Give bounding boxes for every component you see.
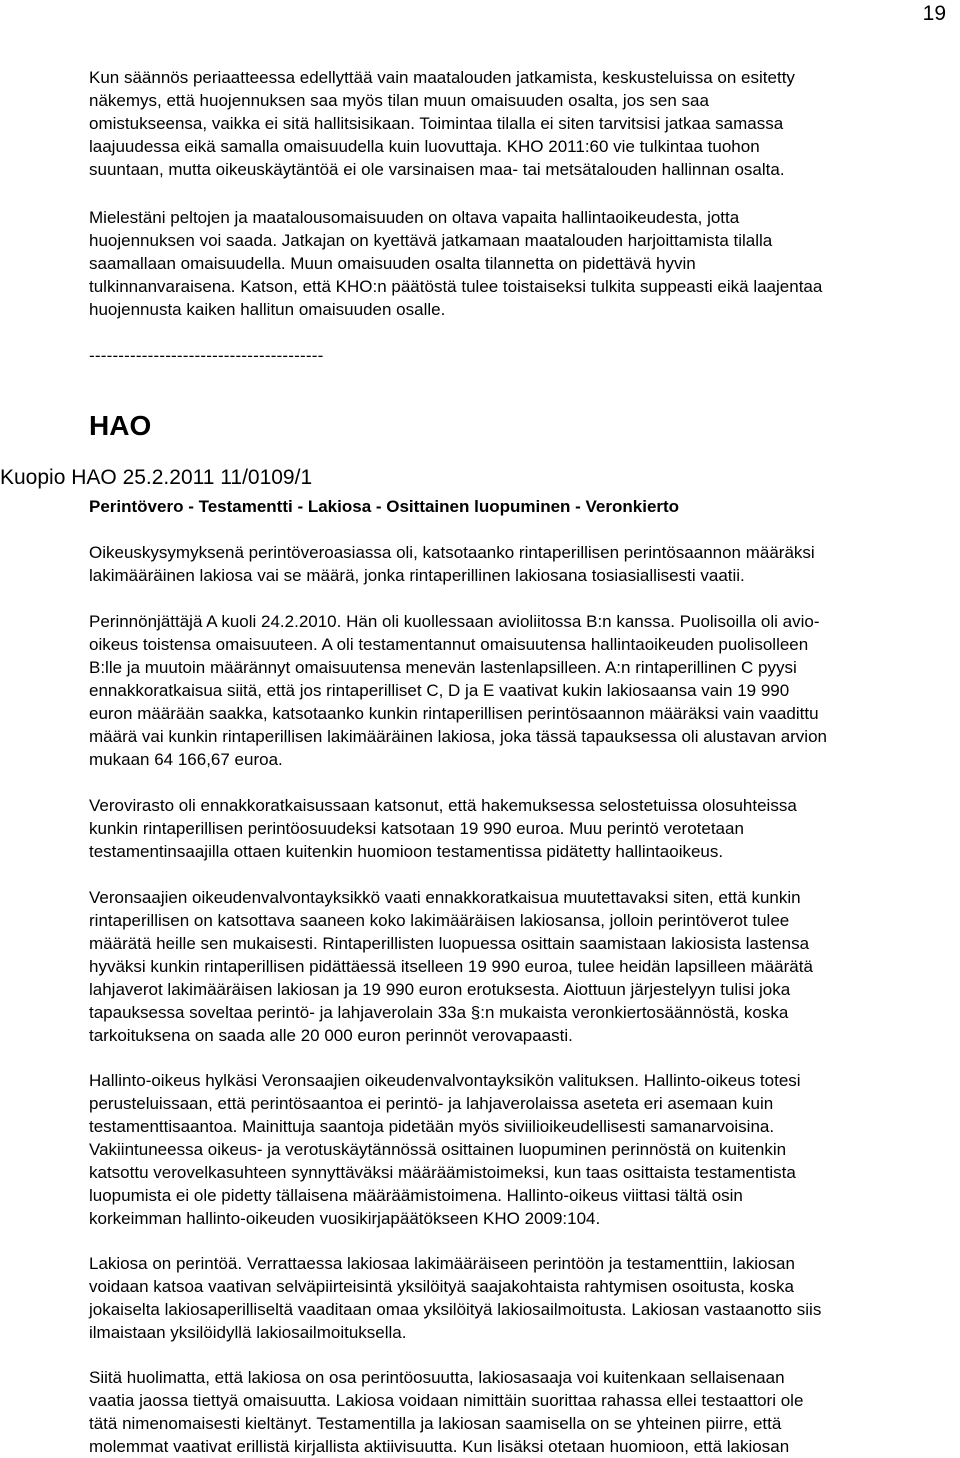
- text-line: Kun säännös periaatteessa edellyttää vain maatalouden jatkamista, keskusteluissa on esitetty: [89, 68, 795, 87]
- text-line: hyväksi kunkin rintaperillisen pidättäessä itselleen 19 990 euroa, tulee heidän lapsilleen määrätä: [89, 957, 813, 976]
- section-divider: ----------------------------------------: [89, 346, 324, 365]
- text-line: määrä vai kunkin rintaperillisen lakimääräinen lakiosa, joka tässä tapauksessa oli alustavan arvion: [89, 727, 827, 746]
- text-line: ennakkoratkaisua siitä, että jos rintaperilliset C, D ja E vaativat kukin lakiosaansa vain 19 990: [89, 681, 790, 700]
- text-line: tulkinnanvaraisena. Katson, että KHO:n päätöstä tulee toistaiseksi tulkita suppeasti eikä laajentaa: [89, 277, 823, 296]
- text-line: jokaiselta lakiosaperilliseltä vaaditaan omaa yksilöityä lakiosailmoitusta. Lakiosan vastaanotto siis: [89, 1300, 822, 1319]
- text-line: kunkin rintaperillisen perintöosuudeksi katsotaan 19 990 euroa. Muu perintö verotetaan: [89, 819, 744, 838]
- page-number: 19: [922, 2, 946, 25]
- text-line: suuntaan, mutta oikeuskäytäntöä ei ole varsinaisen maa- tai metsätalouden hallinnan osalta.: [89, 160, 785, 179]
- text-line: Oikeuskysymyksenä perintöveroasiassa oli, katsotaanko rintaperillisen perintösaannon määräksi: [89, 543, 815, 562]
- case-title: Perintövero - Testamentti - Lakiosa - Osittainen luopuminen - Veronkierto: [89, 497, 680, 516]
- intro-paragraph-2: [89, 206, 951, 321]
- case-paragraph-1: [89, 541, 951, 587]
- text-line: Veronsaajien oikeudenvalvontayksikkö vaati ennakkoratkaisua muutettavaksi siten, että kunkin: [89, 888, 801, 907]
- text-line: testamenttisaantoa. Mainittuja saantoja pidetään myös siviilioikeudellisesti samanarvoisina.: [89, 1117, 775, 1136]
- text-line: Mielestäni peltojen ja maatalousomaisuuden on oltava vapaita hallintaoikeudesta, jotta: [89, 208, 740, 227]
- text-line: oikeus toistensa omaisuuteen. A oli testamentannut omaisuutensa hallintaoikeuden puolisolleen: [89, 635, 809, 654]
- text-line: vaatia jaossa tiettyä omaisuutta. Lakiosa voidaan nimittäin suorittaa rahassa ellei testaattori ole: [89, 1391, 804, 1410]
- case-paragraph-6: [89, 1252, 951, 1344]
- text-line: katsottu verovelkasuhteen synnyttäväksi määräämistoimeksi, kun taas osittaista testamentista: [89, 1163, 796, 1182]
- text-line: B:lle ja muutoin määrännyt omaisuutensa menevän lastenlapsilleen. A:n rintaperillinen C pyysi: [89, 658, 797, 677]
- text-line: luopumista ei ole pidetty tällaisena määräämistoimena. Hallinto-oikeus viittasi tältä osin: [89, 1186, 743, 1205]
- case-paragraph-3: [89, 794, 951, 863]
- section-heading: HAO: [89, 410, 152, 441]
- case-paragraph-5: [89, 1069, 951, 1230]
- intro-paragraph-1: [89, 66, 951, 181]
- text-line: Lakiosa on perintöä. Verrattaessa lakiosaa lakimääräiseen perintöön ja testamenttiin, lakiosan: [89, 1254, 795, 1273]
- text-line: näkemys, että huojennuksen saa myös tilan muun omaisuuden osalta, jos sen saa: [89, 91, 709, 110]
- case-paragraph-7: [89, 1366, 951, 1458]
- text-line: molemmat vaativat erillistä kirjallista aktiivisuutta. Kun lisäksi otetaan huomioon, että lakiosan: [89, 1437, 790, 1456]
- text-line: omistukseensa, vaikka ei sitä hallitsisikaan. Toimintaa tilalla ei siten tarvitsisi jatkaa samassa: [89, 114, 784, 133]
- text-line: voidaan katsoa vaativan selväpiirteisintä yksilöityä saajakohtaista rahtymisen osoitusta, koska: [89, 1277, 794, 1296]
- text-line: euron määrään saakka, katsotaanko kunkin rintaperillisen perintösaannon määräksi vain vaadittu: [89, 704, 819, 723]
- case-reference: Kuopio HAO 25.2.2011 11/0109/1: [0, 466, 313, 489]
- text-line: Verovirasto oli ennakkoratkaisussaan katsonut, että hakemuksessa selostetuissa olosuhteissa: [89, 796, 797, 815]
- text-line: perusteluissaan, että perintösaantoa ei perintö- ja lahjaverolaissa aseteta eri asemaan kuin: [89, 1094, 774, 1113]
- text-line: tätä nimenomaisesti kieltänyt. Testamentilla ja lakiosan saamisella on se yhteinen piirre, että: [89, 1414, 782, 1433]
- text-line: huojennuksen voi saada. Jatkajan on kyettävä jatkamaan maatalouden harjoittamista tilalla: [89, 231, 773, 250]
- text-line: Vakiintuneessa oikeus- ja verotuskäytännössä osittainen luopuminen perinnöstä on kuitenkin: [89, 1140, 787, 1159]
- text-line: saamallaan omaisuudella. Muun omaisuuden osalta tilannetta on pidettävä hyvin: [89, 254, 696, 273]
- text-line: määrätä heille sen mukaisesti. Rintaperillisten luopuessa osittain saamistaan lakiosista lastensa: [89, 934, 810, 953]
- text-line: ilmaistaan yksilöidyllä lakiosailmoituksella.: [89, 1323, 407, 1342]
- text-line: huojennusta kaiken hallitun omaisuuden osalle.: [89, 300, 446, 319]
- text-line: lahjaverot lakimääräisen lakiosan ja 19 990 euron erotuksesta. Aiottuun järjestelyyn tulisi joka: [89, 980, 791, 999]
- text-line: korkeimman hallinto-oikeuden vuosikirjapäätökseen KHO 2009:104.: [89, 1209, 601, 1228]
- text-line: tarkoituksena on saada alle 20 000 euron perinnöt verovapaasti.: [89, 1026, 573, 1045]
- text-line: Siitä huolimatta, että lakiosa on osa perintöosuutta, lakiosasaaja voi kuitenkaan sellaisenaan: [89, 1368, 785, 1387]
- text-line: lakimääräinen lakiosa vai se määrä, jonka rintaperillinen lakiosana tosiasiallisesti vaatii.: [89, 566, 745, 585]
- text-line: tapauksessa soveltaa perintö- ja lahjaverolain 33a §:n mukaista veronkiertosäännöstä, koska: [89, 1003, 789, 1022]
- text-line: testamentinsaajilla ottaen kuitenkin huomioon testamentissa pidätetty hallintaoikeus.: [89, 842, 724, 861]
- case-paragraph-4: [89, 886, 951, 1047]
- text-line: laajuudessa eikä samalla omaisuudella kuin luovuttaja. KHO 2011:60 vie tulkintaa tuohon: [89, 137, 760, 156]
- text-line: mukaan 64 166,67 euroa.: [89, 750, 283, 769]
- text-line: rintaperillisen on katsottava saaneen koko lakimääräisen lakiosansa, jolloin perintöverot tulee: [89, 911, 790, 930]
- case-paragraph-2: [89, 610, 951, 771]
- text-line: Perinnönjättäjä A kuoli 24.2.2010. Hän oli kuollessaan avioliitossa B:n kanssa. Puolisoilla oli avio-: [89, 612, 820, 631]
- text-line: Hallinto-oikeus hylkäsi Veronsaajien oikeudenvalvontayksikön valituksen. Hallinto-oikeus totesi: [89, 1071, 801, 1090]
